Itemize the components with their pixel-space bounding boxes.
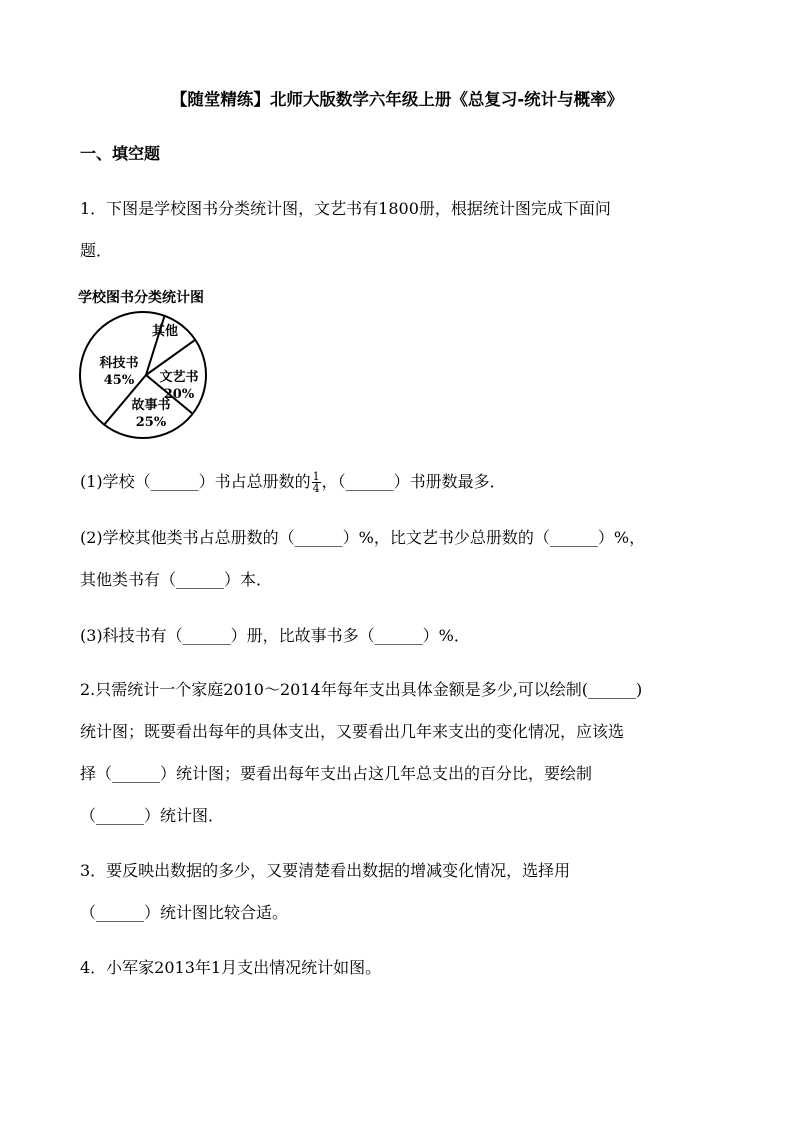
q3-line2: （______）统计图比较合适。 (80, 903, 289, 922)
section-heading: 一、填空题 (80, 144, 161, 163)
page-title: 【随堂精练】北师大版数学六年级上册《总复习-统计与概率》 (170, 90, 624, 109)
q3-line1: 3．要反映出数据的多少，又要清楚看出数据的增减变化情况，选择用 (80, 861, 571, 880)
fraction-denominator: 4 (312, 482, 320, 495)
pie-slice-value: 25% (135, 415, 167, 430)
q1-sub2-line2: 其他类书有（______）本． (80, 570, 273, 589)
q1-line1: 1．下图是学校图书分类统计图，文艺书有1800册，根据统计图完成下面问 (80, 199, 611, 218)
pie-slice-value: 45% (103, 373, 135, 388)
pie-slice-value: 20% (163, 387, 195, 402)
q1-sub3: (3)科技书有（______）册，比故事书多（______）%． (80, 626, 470, 645)
pie-slice-label: 文艺书 (159, 370, 199, 385)
pie-slice-label: 科技书 (99, 356, 139, 371)
q2-line1: 2.只需统计一个家庭2010～2014年每年支出具体金额是多少,可以绘制(______) (80, 680, 643, 699)
q1-sub1-part-b: ，（______）书册数最多． (321, 472, 506, 491)
q2-line2: 统计图；既要看出每年的具体支出，又要看出几年来支出的变化情况，应该选 (80, 722, 625, 741)
pie-chart (76, 309, 226, 444)
q2-line4: （______）统计图． (80, 806, 225, 825)
fraction (312, 471, 321, 494)
q1-line2: 题． (80, 241, 113, 260)
q1-sub2-line1: (2)学校其他类书占总册数的（______）%，比文艺书少总册数的（______）%， (80, 528, 646, 547)
q4-line1: 4．小军家2013年1月支出情况统计如图。 (80, 958, 382, 977)
fraction-numerator: 1 (312, 470, 320, 483)
q2-line3: 择（______）统计图；要看出每年支出占这几年总支出的百分比，要绘制 (80, 764, 593, 783)
pie-slice-label: 其他 (151, 324, 179, 339)
q1-sub1-part-a: (1)学校（______）书占总册数的 (80, 472, 311, 491)
pie-slice-label: 故事书 (131, 398, 171, 413)
chart-title: 学校图书分类统计图 (78, 290, 204, 306)
q1-sub1 (80, 471, 506, 494)
